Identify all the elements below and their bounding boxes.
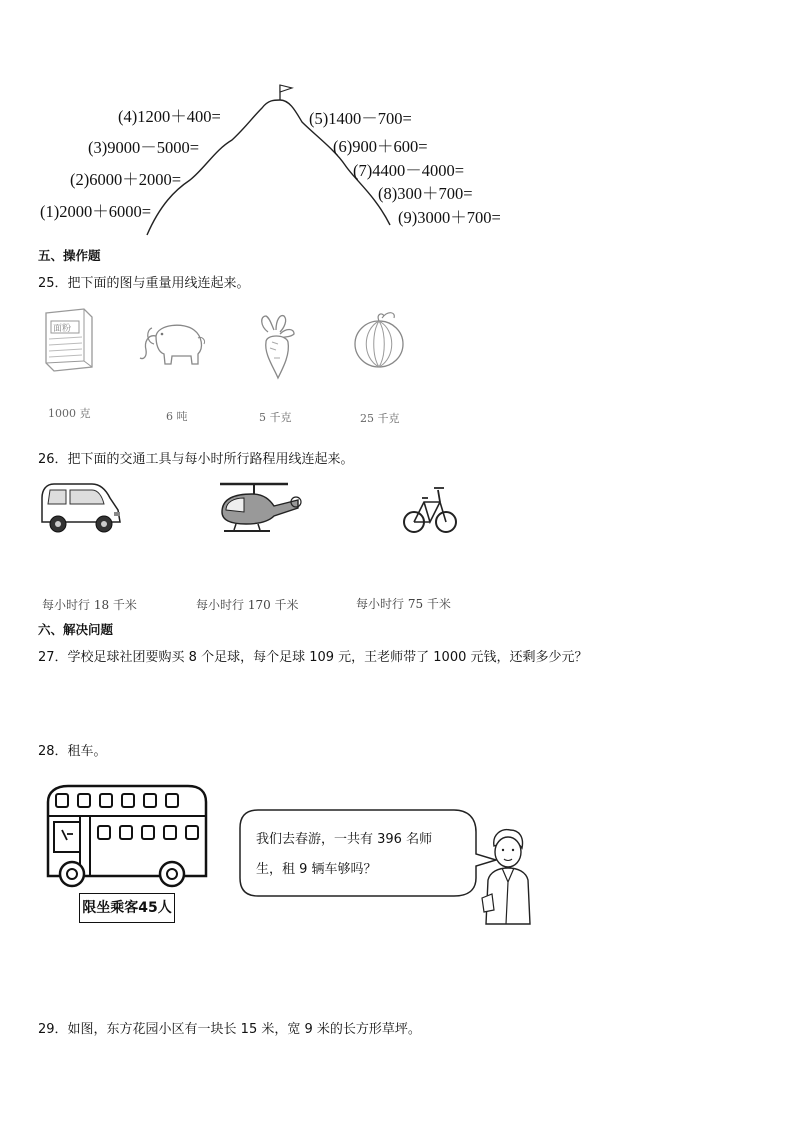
mountain-problem-5: (5)1400－700= <box>309 109 412 128</box>
question-26-text: 26．把下面的交通工具与每小时所行路程用线连起来。 <box>38 452 354 467</box>
mountain-problem-4: (4)1200＋400= <box>118 107 221 126</box>
radish-image <box>254 312 298 382</box>
mountain-problem-7: (7)4400－4000= <box>353 161 465 180</box>
car-image <box>36 478 126 534</box>
section-title-operation: 五、操作题 <box>38 248 101 263</box>
mountain-problem-2: (2)6000＋2000= <box>70 170 182 189</box>
mountain-problem-8: (8)300＋700= <box>378 184 473 203</box>
question-27-text: 27．学校足球社团要购买 8 个足球，每个足球 109 元，王老师带了 1000 元钱，还剩多少元？ <box>38 650 588 665</box>
watermelon-image <box>352 308 408 370</box>
mountain-problem-9: (9)3000＋700= <box>398 208 501 227</box>
teacher-figure <box>478 828 538 928</box>
weight-label-6t: 6 吨 <box>166 410 188 423</box>
bicycle-image <box>402 476 458 538</box>
weight-label-5kg: 5 千克 <box>259 411 292 424</box>
speed-label-75: 每小时行 75 千米 <box>356 597 451 611</box>
question-25-text: 25．把下面的图与重量用线连起来。 <box>38 276 250 291</box>
speed-label-18: 每小时行 18 千米 <box>42 598 137 612</box>
mountain-problem-6: (6)900＋600= <box>333 137 428 156</box>
elephant-image <box>138 318 208 368</box>
bus-image <box>40 782 210 892</box>
mountain-problem-3: (3)9000－5000= <box>88 138 200 157</box>
speech-bubble-line-1: 我们去春游，一共有 396 名师 <box>256 832 433 847</box>
speed-label-170: 每小时行 170 千米 <box>196 598 299 612</box>
flour-bag-label: 面粉 <box>53 324 72 334</box>
weight-label-25kg: 25 千克 <box>360 412 400 425</box>
weight-label-1000g: 1000 克 <box>48 407 91 420</box>
section-title-problems: 六、解决问题 <box>38 622 114 637</box>
speech-bubble-line-2: 生，租 9 辆车够吗？ <box>256 862 377 877</box>
flour-bag-image <box>40 305 100 375</box>
question-29-text: 29．如图，东方花园小区有一块长 15 米，宽 9 米的长方形草坪。 <box>38 1022 421 1037</box>
bus-capacity-sign: 限坐乘客45人 <box>79 893 175 923</box>
question-28-text: 28．租车。 <box>38 744 107 759</box>
helicopter-image <box>212 476 302 536</box>
mountain-problem-1: (1)2000＋6000= <box>40 202 152 221</box>
